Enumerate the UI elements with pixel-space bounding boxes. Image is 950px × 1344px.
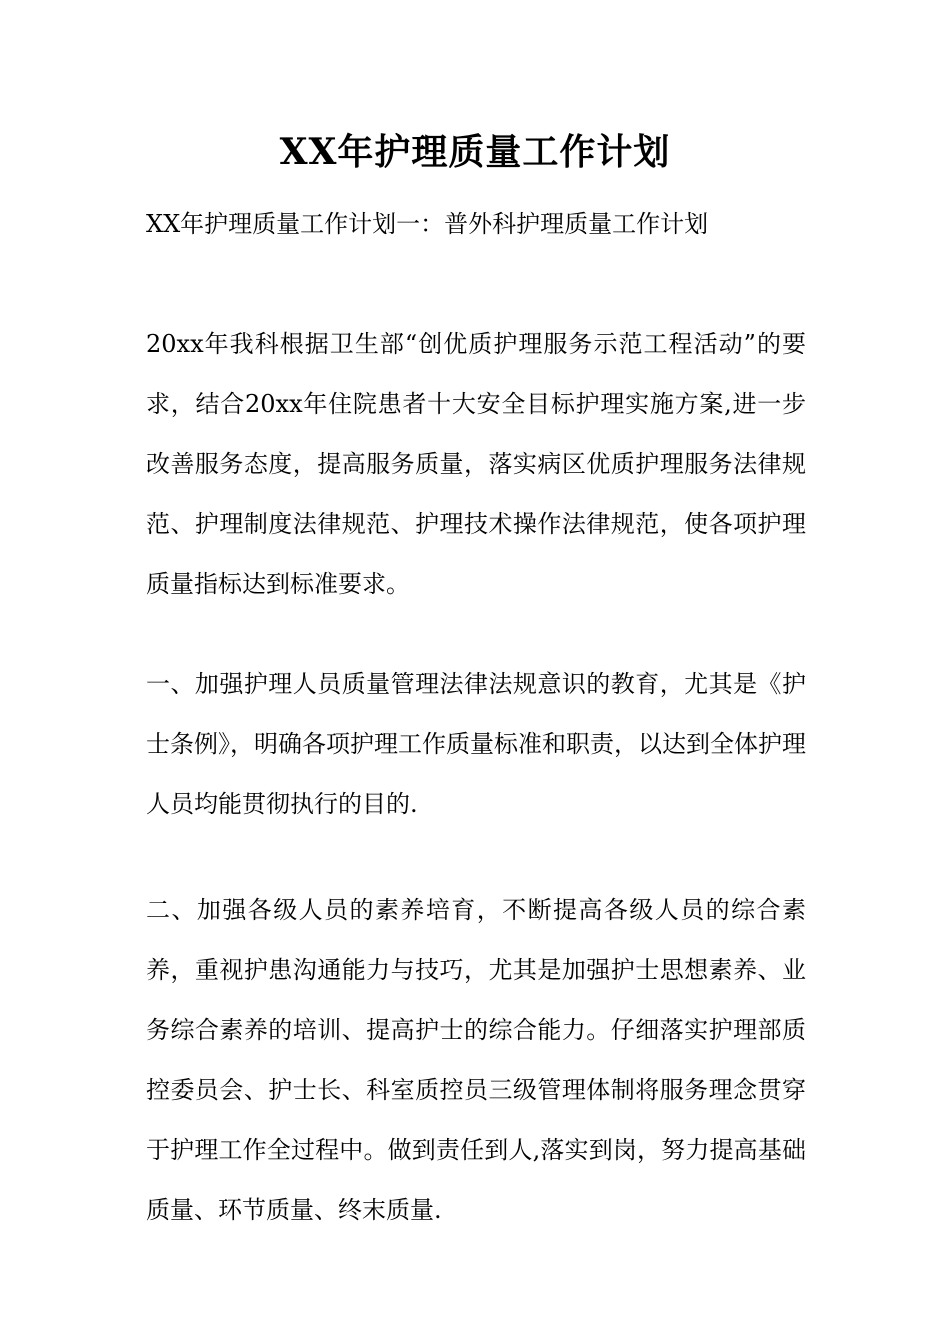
paragraph-section-two: 二、加强各级人员的素养培育，不断提高各级人员的综合素养，重视护患沟通能力与技巧，尤其是加强护士思想素养、业务综合素养的培训、提高护士的综合能力。仔细落实护理部质控委员会、护士长、科室质控员三级管理体制将服务理念贯穿于护理工作全过程中。做到责任到人,落实到岗，努力提高基础质量、环节质量、终末质量. [146, 896, 806, 1224]
paragraph-intro: 20xx年我科根据卫生部“创优质护理服务示范工程活动”的要求，结合20xx年住院患者十大安全目标护理实施方案,进一步改善服务态度，提高服务质量，落实病区优质护理服务法律规范、护理制度法律规范、护理技术操作法律规范，使各项护理质量指标达到标准要求。 [146, 330, 806, 598]
paragraph-section-one: 一、加强护理人员质量管理法律法规意识的教育，尤其是《护士条例》，明确各项护理工作质量标准和职责，以达到全体护理人员均能贯彻执行的目的. [146, 670, 806, 818]
document-title: XX年护理质量工作计划 [279, 131, 671, 173]
document-subtitle: XX年护理质量工作计划一：普外科护理质量工作计划 [146, 210, 709, 238]
